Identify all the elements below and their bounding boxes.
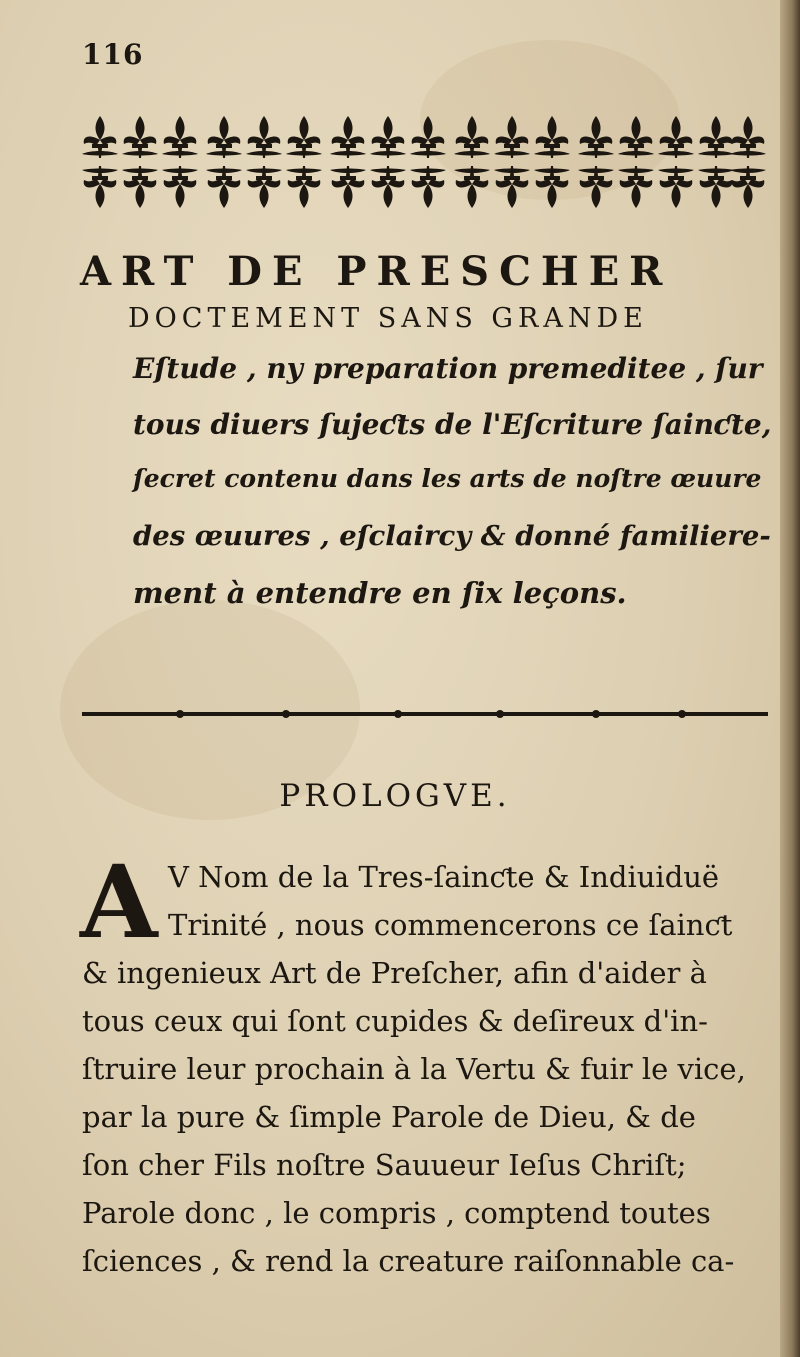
body-line: ſtruire leur prochain à la Vertu & fuir le vice, — [82, 1052, 746, 1086]
body-line: Trinité , nous commencerons ce ſainƈt — [168, 908, 733, 942]
title-italic-line: des œuures , eſclaircy & donné familiere- — [133, 520, 771, 552]
body-line: V Nom de la Tres-ſainƈte & Indiuiduë — [168, 860, 720, 894]
body-line: par la pure & ſimple Parole de Dieu, & de — [82, 1100, 696, 1134]
decorative-rule — [82, 707, 768, 721]
prologue-heading: PROLOGVE. — [279, 778, 511, 814]
title-italic-line: tous diuers ſujeƈts de l'Eſcriture ſainƈte, — [133, 408, 772, 441]
body-line: ſciences , & rend la creature raiſonnable ca- — [82, 1244, 735, 1278]
body-line: ſon cher Fils noſtre Sauueur Ieſus Chriſt; — [82, 1148, 687, 1182]
drop-capital: A — [80, 843, 158, 961]
page-edge — [780, 0, 800, 1357]
title-italic-line: ſecret contenu dans les arts de noſtre œuure — [133, 464, 762, 493]
body-line: & ingenieux Art de Preſcher, afin d'aider à — [82, 956, 707, 990]
page-number: 116 — [82, 38, 144, 71]
body-line: tous ceux qui ſont cupides & deſireux d'in- — [82, 1004, 708, 1038]
title-main: ART DE PRESCHER — [80, 248, 673, 295]
fleuron-ornament-band — [80, 110, 768, 220]
title-subline: DOCTEMENT SANS GRANDE — [128, 303, 648, 334]
title-italic-line: ment à entendre en ſix leçons. — [133, 576, 627, 610]
body-line: Parole donc , le compris , comptend toutes — [82, 1196, 711, 1230]
title-italic-line: Eſtude , ny preparation premeditee , ſur — [133, 352, 763, 385]
